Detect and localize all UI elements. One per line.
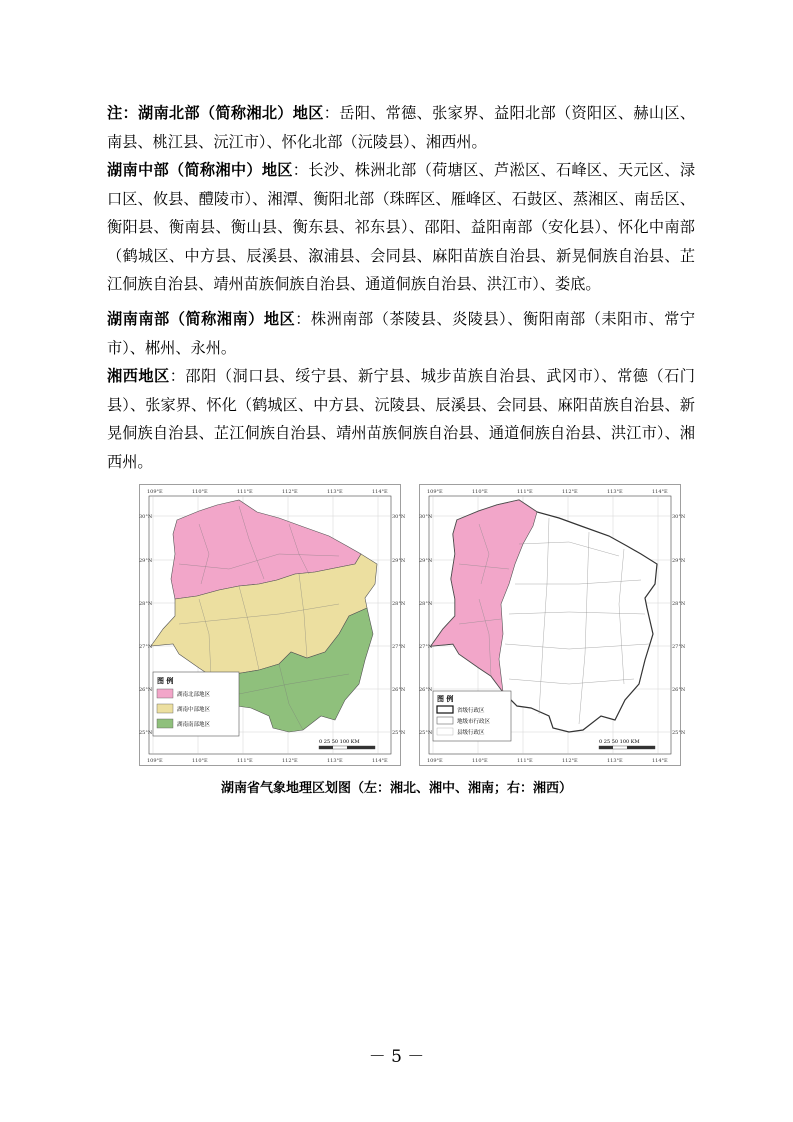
lat-label: 29°N <box>139 558 153 564</box>
lat-label: 25°N <box>139 730 153 736</box>
lon-label: 109°E <box>427 758 443 764</box>
lon-label: 113°E <box>327 758 343 764</box>
legend-label-city: 地级市行政区 <box>457 719 491 725</box>
lon-label: 114°E <box>372 758 388 764</box>
legend-swatch-county <box>437 728 453 735</box>
lat-label: 28°N <box>672 601 686 607</box>
heading-west: 湘西地区 <box>107 367 170 385</box>
map-west <box>419 484 686 766</box>
text-west: ：邵阳（洞口县、绥宁县、新宁县、城步苗族自治县、武冈市）、常德（石门县）、张家界、怀化（鹤城区、中方县、沅陵县、辰溪县、会同县、麻阳苗族自治县、新晃侗族自治县、芷江侗族自治县、靖州苗族侗族自治县、通道侗族自治县、洪江市）、湘西州。 <box>107 367 695 471</box>
lat-label: 29°N <box>392 558 406 564</box>
legend-label-north: 湖南北部地区 <box>177 692 211 698</box>
legend-label-county: 县级行政区 <box>457 730 485 736</box>
paragraph-central <box>107 156 695 299</box>
lon-label: 113°E <box>327 489 343 495</box>
map-north-central-south <box>139 484 406 766</box>
lat-label: 29°N <box>419 558 433 564</box>
heading-central: 湖南中部（简称湘中）地区 <box>107 161 293 179</box>
legend-swatch-province <box>437 706 453 713</box>
lat-label: 26°N <box>139 687 153 693</box>
lon-label: 114°E <box>652 758 668 764</box>
legend-title: 图 例 <box>437 694 454 703</box>
lat-label: 25°N <box>672 730 686 736</box>
lat-label: 30°N <box>139 514 153 520</box>
lat-label: 26°N <box>392 687 406 693</box>
text-central: ：长沙、株洲北部（荷塘区、芦淞区、石峰区、天元区、渌口区、攸县、醴陵市）、湘潭、衡阳北部（珠晖区、雁峰区、石鼓区、蒸湘区、南岳区、衡阳县、衡南县、衡山县、衡东县、祁东县）、邵阳、益阳南部（安化县）、怀化中南部（鹤城区、中方县、辰溪县、溆浦县、会同县、麻阳苗族自治县、新晃侗族自治县、芷江侗族自治县、靖州苗族侗族自治县、通道侗族自治县、洪江市）、娄底。 <box>107 161 696 293</box>
lon-label: 112°E <box>562 489 578 495</box>
heading-north: 注：湖南北部（简称湘北）地区 <box>107 104 324 122</box>
lon-label: 112°E <box>282 758 298 764</box>
lon-label: 112°E <box>562 758 578 764</box>
lon-label: 110°E <box>472 758 488 764</box>
lon-label: 109°E <box>147 489 163 495</box>
heading-south: 湖南南部（简称湘南）地区 <box>107 310 296 328</box>
legend-swatch-south <box>157 719 173 728</box>
lat-label: 29°N <box>672 558 686 564</box>
text-south: ：株洲南部（茶陵县、炎陵县）、衡阳南部（耒阳市、常宁市）、郴州、永州。 <box>107 310 696 357</box>
lat-label: 27°N <box>672 644 686 650</box>
text-north: ：岳阳、常德、张家界、益阳北部（资阳区、赫山区、南县、桃江县、沅江市）、怀化北部（沅陵县）、湘西州。 <box>107 104 696 151</box>
lat-label: 28°N <box>392 601 406 607</box>
lat-label: 30°N <box>672 514 686 520</box>
legend-label-central: 湖南中部地区 <box>177 707 211 713</box>
lat-label: 26°N <box>672 687 686 693</box>
lon-label: 114°E <box>652 489 668 495</box>
lat-label: 26°N <box>419 687 433 693</box>
paragraph-south <box>107 305 695 362</box>
lon-label: 110°E <box>472 489 488 495</box>
page-number: － 5 － <box>368 1047 425 1067</box>
paragraph-west <box>107 362 695 476</box>
lon-label: 114°E <box>372 489 388 495</box>
lon-label: 110°E <box>192 758 208 764</box>
legend-swatch-city <box>437 717 453 724</box>
lat-label: 27°N <box>392 644 406 650</box>
legend-swatch-central <box>157 704 173 713</box>
lon-label: 109°E <box>427 489 443 495</box>
scale-bar-label: 0 25 50 100 KM <box>319 739 360 745</box>
legend-label-south: 湖南南部地区 <box>177 722 211 728</box>
lat-label: 25°N <box>419 730 433 736</box>
lon-label: 111°E <box>517 489 533 495</box>
lat-label: 25°N <box>392 730 406 736</box>
lon-label: 111°E <box>237 489 253 495</box>
legend-title: 图 例 <box>157 676 174 685</box>
lat-label: 30°N <box>392 514 406 520</box>
figure-caption: 湖南省气象地理区划图（左：湘北、湘中、湘南；右：湘西） <box>220 781 572 796</box>
lon-label: 112°E <box>282 489 298 495</box>
lon-label: 113°E <box>607 489 623 495</box>
lat-label: 28°N <box>419 601 433 607</box>
lat-label: 28°N <box>139 601 153 607</box>
lon-label: 113°E <box>607 758 623 764</box>
lon-label: 110°E <box>192 489 208 495</box>
legend-label-province: 省级行政区 <box>457 708 485 714</box>
scale-bar-label: 0 25 50 100 KM <box>599 739 640 745</box>
lat-label: 27°N <box>139 644 153 650</box>
lon-label: 109°E <box>147 758 163 764</box>
legend-swatch-north <box>157 689 173 698</box>
paragraph-north <box>107 99 695 156</box>
lon-label: 111°E <box>237 758 253 764</box>
lat-label: 27°N <box>419 644 433 650</box>
lon-label: 111°E <box>517 758 533 764</box>
lat-label: 30°N <box>419 514 433 520</box>
